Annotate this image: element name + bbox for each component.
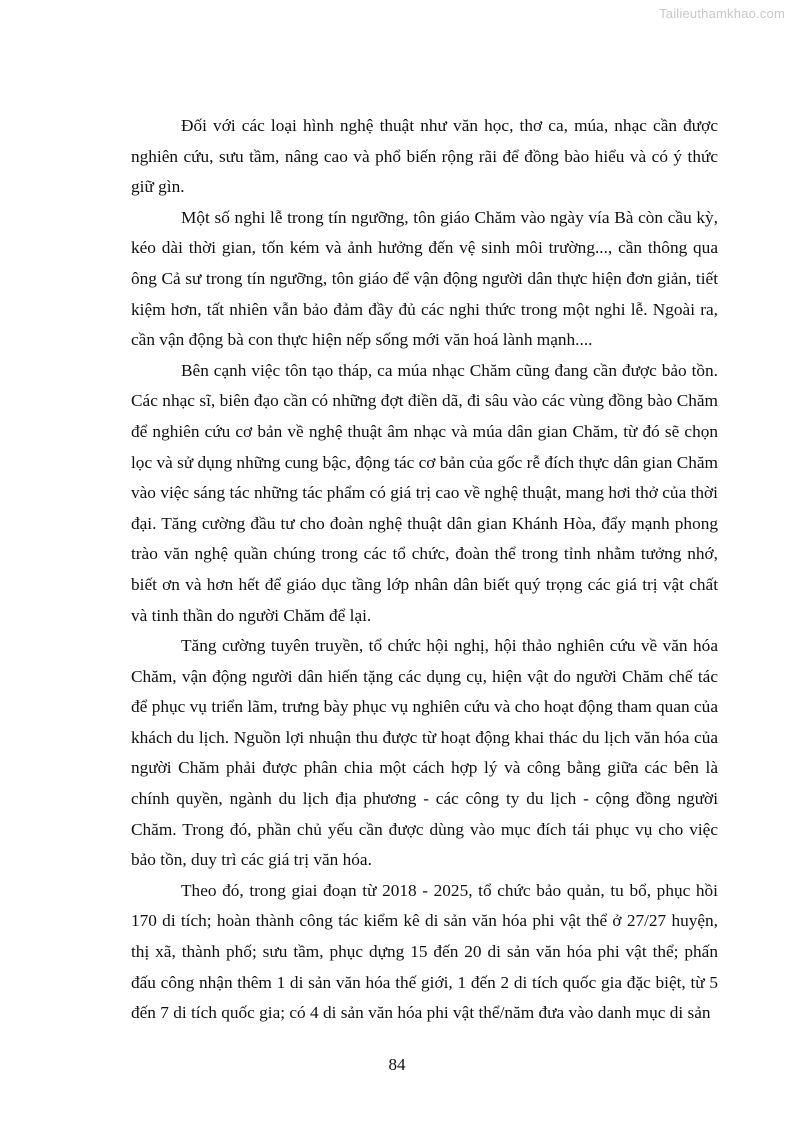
paragraph-arts-preservation: Đối với các loại hình nghệ thuật như văn học, thơ ca, múa, nhạc cần được nghiên cứu, sưu tầm, nâng cao và phổ biến rộng rãi để đồng bào hiểu và có ý thức giữ gìn. xyxy=(131,116,718,197)
paragraph-ritual-simplification: Một số nghi lễ trong tín ngưỡng, tôn giáo Chăm vào ngày vía Bà còn cầu kỳ, kéo dài thời gian, tốn kém và ảnh hưởng đến vệ sinh môi trường..., cần thông qua ông Cả sư trong tín ngưỡng, tôn giáo để vận động người dân thực hiện đơn giản, tiết kiệm hơn, tất nhiên vẫn bảo đảm đầy đủ các nghi thức trong một nghi lễ. Ngoài ra, cần vận động bà con thực hiện nếp sống mới văn hoá lành mạnh.... xyxy=(131,207,718,350)
paragraph-music-dance-conservation: Bên cạnh việc tôn tạo tháp, ca múa nhạc Chăm cũng đang cần được bảo tồn. Các nhạc sĩ, biên đạo cần có những đợt điền dã, đi sâu vào các vùng đồng bào Chăm để nghiên cứu cơ bản về nghệ thuật âm nhạc và múa dân gian Chăm, từ đó sẽ chọn lọc và sử dụng những cung bậc, động tác cơ bản của gốc rễ đích thực dân gian Chăm vào việc sáng tác những tác phẩm có giá trị cao về nghệ thuật, mang hơi thở của thời đại. Tăng cường đầu tư cho đoàn nghệ thuật dân gian Khánh Hòa, đẩy mạnh phong trào văn nghệ quần chúng trong các tổ chức, đoàn thể trong tỉnh nhằm tưởng nhớ, biết ơn và hơn hết để giáo dục tầng lớp nhân dân biết quý trọng các giá trị vật chất và tinh thần do người Chăm để lại. xyxy=(131,360,718,625)
paragraph-propaganda-tourism: Tăng cường tuyên truyền, tổ chức hội nghị, hội thảo nghiên cứu về văn hóa Chăm, vận động người dân hiến tặng các dụng cụ, hiện vật do người Chăm chế tác để phục vụ triển lãm, trưng bày phục vụ nghiên cứu và cho hoạt động tham quan của khách du lịch. Nguồn lợi nhuận thu được từ hoạt động khai thác du lịch văn hóa của người Chăm phải được phân chia một cách hợp lý và công bằng giữa các bên là chính quyền, ngành du lịch địa phương - các công ty du lịch - cộng đồng người Chăm. Trong đó, phần chủ yếu cần được dùng vào mục đích tái phục vụ cho việc bảo tồn, duy trì các giá trị văn hóa. xyxy=(131,636,718,870)
page-body xyxy=(131,111,718,1029)
page-number: 84 xyxy=(388,1055,406,1074)
watermark-text: Tailieuthamkhao.com xyxy=(659,6,785,21)
paragraph-plan-2018-2025: Theo đó, trong giai đoạn từ 2018 - 2025, tổ chức bảo quản, tu bổ, phục hồi 170 di tích; hoàn thành công tác kiểm kê di sản văn hóa phi vật thể ở 27/27 huyện, thị xã, thành phố; sưu tầm, phục dựng 15 đến 20 di sản văn hóa phi vật thể; phấn đấu công nhận thêm 1 di sản văn hóa thế giới, 1 đến 2 di tích quốc gia đặc biệt, từ 5 đến 7 di tích quốc gia; có 4 di sản văn hóa phi vật thể/năm đưa vào danh mục di sản xyxy=(131,880,718,1023)
